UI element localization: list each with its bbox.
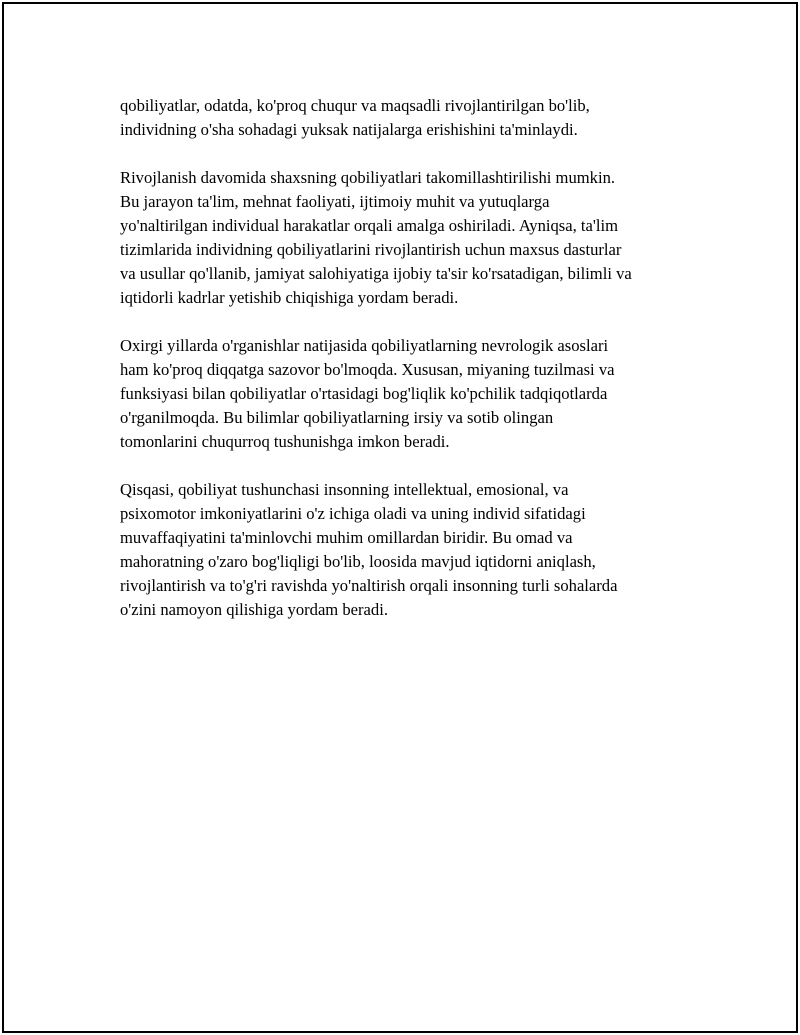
document-page xyxy=(2,2,798,1033)
paragraph: Oxirgi yillarda o'rganishlar natijasida qobiliyatlarning nevrologik asoslari ham ko'proq diqqatga sazovor bo'lmoqda. Xususan, miyaning tuzilmasi va funksiyasi bilan qobiliyatlar o'rtasidagi bog'liqlik ko'pchilik tadqiqotlarda o'rganilmoqda. Bu bilimlar qobiliyatlarning irsiy va sotib olingan tomonlarini chuqurroq tushunishga imkon beradi. xyxy=(120,336,615,451)
paragraph: Qisqasi, qobiliyat tushunchasi insonning intellektual, emosional, va psixomotor imkoniyatlarini o'z ichiga oladi va uning individ sifatidagi muvaffaqiyatini ta'minlovchi muhim omillardan biridir. Bu omad va mahoratning o'zaro bog'liqligi bo'lib, loosida mavjud iqtidorni aniqlash, rivojlantirish va to'g'ri ravishda yo'naltirish orqali insonning turli sohalarda o'zini namoyon qilishiga yordam beradi. xyxy=(120,480,618,619)
paragraph: Rivojlanish davomida shaxsning qobiliyatlari takomillashtirilishi mumkin. Bu jarayon ta'lim, mehnat faoliyati, ijtimoiy muhit va yutuqlarga yo'naltirilgan individual harakatlar orqali amalga oshiriladi. Ayniqsa, ta'lim tizimlarida individning qobiliyatlarini rivojlantirish uchun maxsus dasturlar va usullar qo'llanib, jamiyat salohiyatiga ijobiy ta'sir ko'rsatadigan, bilimli va iqtidorli kadrlar yetishib chiqishiga yordam beradi. xyxy=(120,168,632,307)
document-body xyxy=(120,94,700,646)
paragraph: qobiliyatlar, odatda, ko'proq chuqur va maqsadli rivojlantirilgan bo'lib, individning o'sha sohadagi yuksak natijalarga erishishini ta'minlaydi. xyxy=(120,96,590,139)
